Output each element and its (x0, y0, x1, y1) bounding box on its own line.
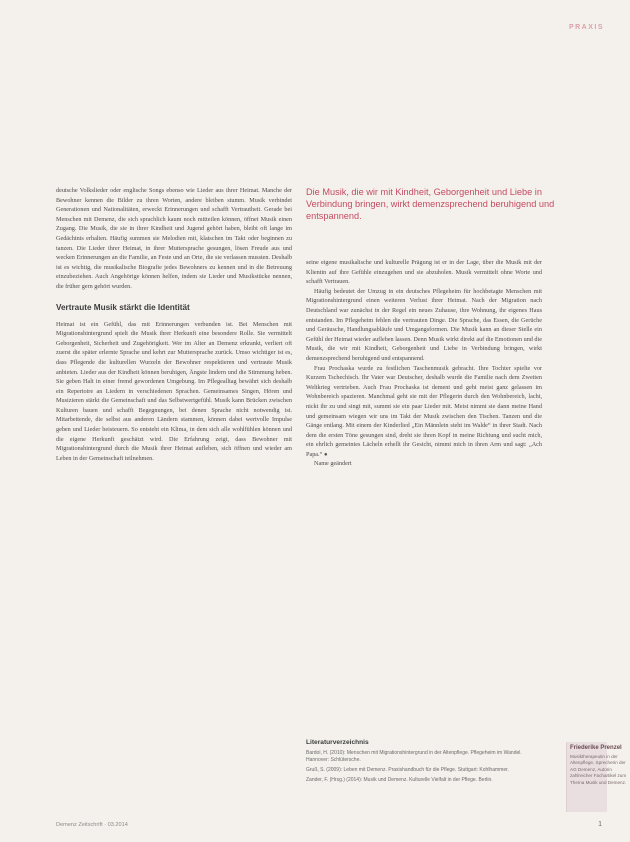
author-bio: Musiktherapeutin in der Altenpflege, Sprecherin der AG Demenz, Autorin zahlreicher Fachartikel zum Thema Musik und Demenz. (570, 754, 627, 785)
name-note: Name geändert (314, 460, 352, 468)
right-column (306, 258, 542, 469)
page-number: 1 (598, 821, 602, 828)
left-column (56, 186, 292, 463)
reference-item: Bardol, H. (2010): Menschen mit Migrationshintergrund in der Altenpflege. Pflegeheim im Wandel. Hannover: Schlütersche. (306, 750, 522, 763)
body-paragraph: seine eigene musikalische und kulturelle Prägung ist er in der Lage, über die Musik mit der Klientin auf ihre Gefühle einzugehen und sie abzuholen. Musik vermittelt ohne Worte und schafft Vertrauen. (306, 259, 542, 286)
reference-item: Gruß, S. (2009): Leben mit Demenz. Praxishandbuch für die Pflege. Stuttgart: Kohlhammer. (306, 767, 509, 773)
author-sidebar (566, 742, 627, 812)
end-mark-icon: ● (323, 450, 328, 458)
references (306, 738, 542, 787)
section-paragraph: Heimat ist ein Gefühl, das mit Erinnerungen verbunden ist. Bei Menschen mit Migrationshintergrund spielt die Musik ihrer Herkunft eine besondere Rolle. Sie vermittelt Geborgenheit, Sicherheit und Zugehörigkeit. Wer im Alter an Demenz erkrankt, verliert oft zuerst die später erlernte Sprache und kehrt zur Muttersprache zurück. Umso wichtiger ist es, dass Pflegende die kulturellen Wurzeln der Bewohner respektieren und vertraute Musik anbieten. Lieder aus der Kindheit können beruhigen, Ängste lindern und die Stimmung heben. Sie geben Halt in einer fremd gewordenen Umgebung. Im Pflegealltag bewährt sich deshalb ein Repertoire an Liedern in verschiedenen Sprachen. Gemeinsames Singen, Hören und Musizieren stärkt die Gemeinschaft und das Selbstwertgefühl. Musik kann Brücken zwischen Kulturen bauen und schafft Begegnungen, bei denen Sprache nicht notwendig ist. Mitarbeitende, die selbst aus anderen Ländern stammen, können dabei wertvolle Impulse geben und Lieder beisteuern. So entsteht ein Klima, in dem sich alle wohlfühlen können und die eigene Herkunft geschätzt wird. Die Erfahrung zeigt, dass Bewohner mit Migrationshintergrund durch die Musik ihrer Heimat aufleben, sich öffnen und wieder am Leben in der Gemeinschaft teilnehmen. (56, 320, 292, 462)
references-title: Literaturverzeichnis (306, 739, 369, 746)
intro-paragraph: deutsche Volkslieder oder englische Songs ebenso wie Lieder aus ihrer Heimat. Manche der Bewohner kennen die Bilder zu ihren Worten, andere bleiben stumm. Musik verbindet Generationen und Nationalitäten, erweckt Erinnerungen und schafft Vertrautheit. Gerade bei Menschen mit Demenz, die sich sprachlich kaum noch mitteilen können, öffnet Musik einen Zugang. Die Musik, die sie in ihrer Kindheit und Jugend gehört haben, bleibt oft lange im Gedächtnis erhalten. Häufig summen sie Melodien mit, klatschen im Takt oder beginnen zu tanzen. Die Lieder ihrer Heimat, in ihrer Muttersprache gesungen, lösen Freude aus und wecken Erinnerungen an die Familie, an Feste und an Orte, die sie verlassen mussten. Deshalb ist es wichtig, die musikalische Biografie jedes Bewohners zu kennen und in die Betreuung einzubeziehen. Auch Angehörige können helfen, indem sie Lieder und Musikstücke nennen, die früher gern gehört wurden. (56, 187, 292, 290)
running-head: PRAXIS (568, 24, 604, 31)
body-paragraph: Häufig bedeutet der Umzug in ein deutsches Pflegeheim für hochbetagte Menschen mit Migrationshintergrund einen weiteren Verlust ihrer Heimat. Nach der Migration nach Deutschland war zunächst in der Regel ein neues Zuhause, ihre Wohnung, ihr eigenes Haus entstanden. Im Pflegeheim fehlen die vertrauten Dinge. Die Sprache, das Essen, die Gerüche und Geräusche, Handlungsabläufe und Umgangsformen. Die Musik kann an dieser Stelle ein Gefühl der Heimat wieder aufleben lassen. Denn Musik wirkt direkt auf die Emotionen und die Musik, die wir mit Kindheit, Geborgenheit und Liebe in Verbindung bringen, wirkt demenzsprechend beruhigend und entspannend. (306, 287, 542, 362)
section-heading: Vertraute Musik stärkt die Identität (56, 302, 190, 312)
body-paragraph (306, 364, 542, 460)
pull-quote: Die Musik, die wir mit Kindheit, Geborgenheit und Liebe in Verbindung bringen, wirkt demenzsprechend beruhigend und entspannend. (306, 187, 555, 222)
author-name: Friederike Prenzel (570, 745, 622, 751)
journal-footer: Demenz Zeitschrift · 03.2014 (56, 822, 128, 828)
story-text: Frau Prochaska wurde zu festlichen Taschenmusik gebracht. Ihre Tochter spielte vor Kurzem Tschechisch. Ihr Vater war Deutscher, deshalb wurde die Familie nach dem Zweiten Weltkrieg vertrieben. Auch Frau Prochaska ist dement und geht meist ganz gelassen im Wohnbereich spazieren. Manchmal geht sie mit der Pflegerin durch den Wohnbereich, lacht, nickt ihr zu und singt mit, summt sie ein paar Lieder mit. Meist nimmt sie dann meine Hand und gemeinsam wiegen wir uns im Takt der Musik zwischen den Tischen. Tanzen und die Gänge entlang. Mit einem der Kinderlied „Ein Männlein steht im Walde“ in ihrer Stadt. Nach dem die ersten Töne gesungen sind, dreht sie ihren Kopf in meine Richtung und sucht mich, ein ehrlich gemeintes Lächeln erhellt ihr Gesicht, nimmt mich in ihren Arm und sagt: „Ach Papa.“ (306, 364, 542, 458)
reference-item: Zander, F. (Hrsg.) (2014): Musik und Demenz. Kulturelle Vielfalt in der Pflege. Berlin. (306, 777, 493, 783)
